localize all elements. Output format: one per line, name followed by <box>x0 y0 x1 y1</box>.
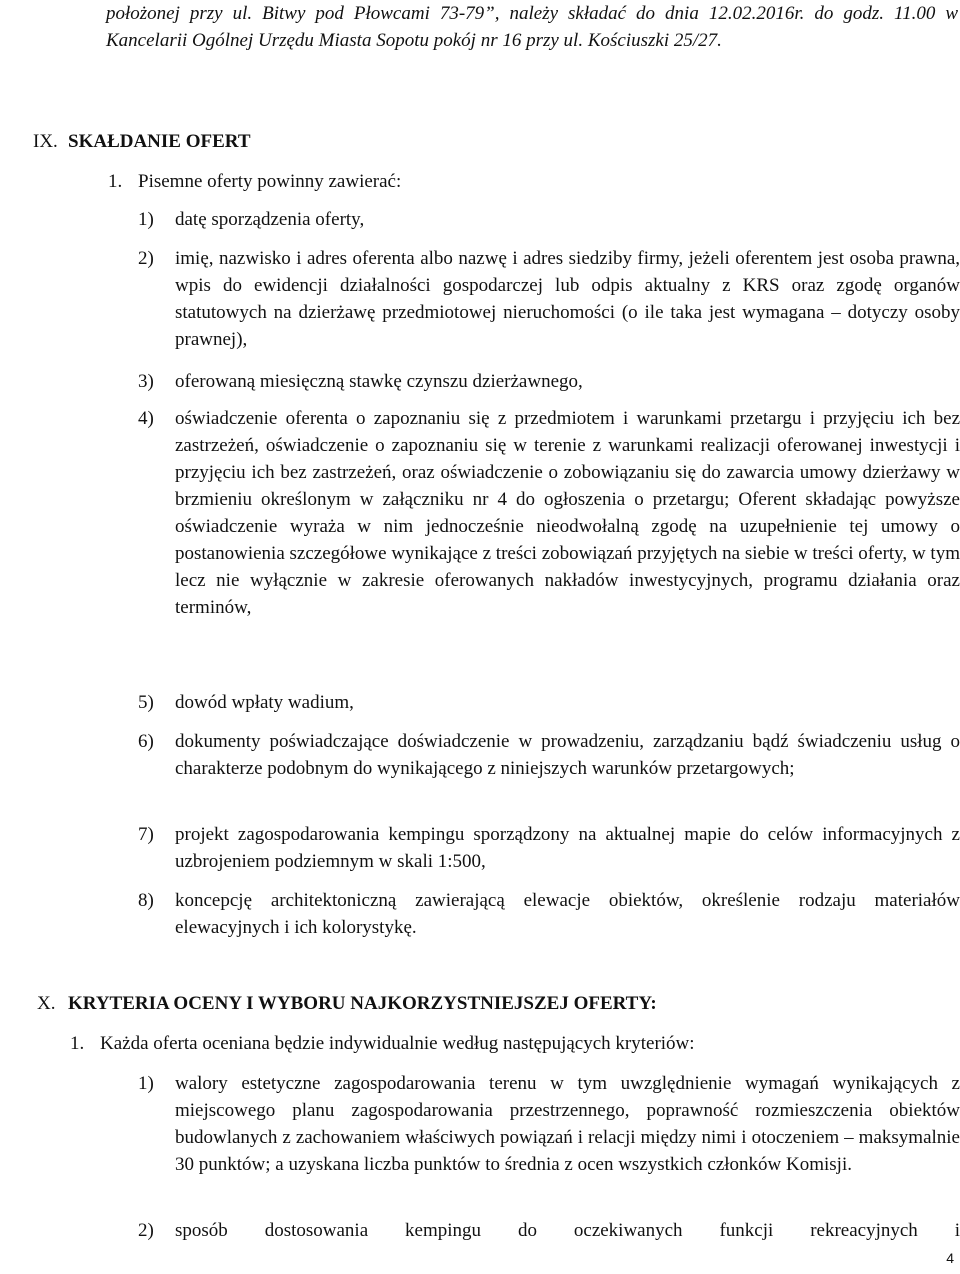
item-text: imię, nazwisko i adres oferenta albo nazwę i adres siedziby firmy, jeżeli oferentem jest osoba prawna, wpis do ewidencji działalności gospodarczej lub odpis aktualny z KRS oraz zgodę organów statutowych na dzierżawę przedmiotowej nieruchomości (o ile taka jest wymagana – dotyczy osoby prawnej), <box>175 248 960 350</box>
list-item <box>138 1070 960 1178</box>
point-number: 1. <box>108 171 123 192</box>
item-number: 4) <box>138 408 154 429</box>
item-text: datę sporządzenia oferty, <box>175 209 365 230</box>
item-number: 1) <box>138 1073 154 1094</box>
point-text: Pisemne oferty powinny zawierać: <box>138 171 402 192</box>
section-10-title: KRYTERIA OCENY I WYBORU NAJKORZYSTNIEJSZEJ OFERTY: <box>68 993 657 1014</box>
list-item <box>138 206 960 233</box>
item-text: oferowaną miesięczną stawkę czynszu dzierżawnego, <box>175 371 583 392</box>
item-number: 5) <box>138 692 154 713</box>
item-text: koncepcję architektoniczną zawierającą elewacje obiektów, określenie rodzaju materiałów elewacyjnych i ich kolorystykę. <box>175 890 960 938</box>
list-item <box>138 887 960 941</box>
item-text: projekt zagospodarowania kempingu sporządzony na aktualnej mapie do celów informacyjnych z uzbrojeniem podziemnym w skali 1:500, <box>175 824 960 872</box>
list-item <box>138 368 960 395</box>
point-text: Każda oferta oceniana będzie indywidualnie według następujących kryteriów: <box>100 1033 695 1054</box>
list-item <box>138 1217 960 1244</box>
list-item <box>138 728 960 782</box>
page-number: 4 <box>946 1250 954 1266</box>
list-item <box>138 245 960 353</box>
item-number: 2) <box>138 1220 154 1241</box>
item-text: dowód wpłaty wadium, <box>175 692 354 713</box>
item-text: dokumenty poświadczające doświadczenie w prowadzeniu, zarządzaniu bądź świadczeniu usług o charakterze podobnym do wynikającego z niniejszych warunków przetargowych; <box>175 731 960 779</box>
section-10-number: X. <box>37 993 56 1014</box>
point-number: 1. <box>70 1033 85 1054</box>
list-item <box>138 689 960 716</box>
item-number: 3) <box>138 371 154 392</box>
list-item <box>138 405 960 621</box>
item-text: walory estetyczne zagospodarowania terenu w tym uwzględnienie wymagań wynikających z miejscowego planu zagospodarowania przestrzennego, poprawność rozmieszczenia obiektów budowlanych z zachowaniem właściwych powiązań i relacji między nimi i otoczeniem – maksymalnie 30 punktów; a uzyskana liczba punktów to średnia z ocen wszystkich członków Komisji. <box>175 1073 960 1175</box>
intro-paragraph: położonej przy ul. Bitwy pod Płowcami 73-79”, należy składać do dnia 12.02.2016r. do godz. 11.00 w Kancelarii Ogólnej Urzędu Miasta Sopotu pokój nr 16 przy ul. Kościuszki 25/27. <box>106 3 958 51</box>
item-number: 2) <box>138 248 154 269</box>
section-9-number: IX. <box>33 131 58 152</box>
item-number: 8) <box>138 890 154 911</box>
item-text: sposób dostosowania kempingu do oczekiwanych funkcji rekreacyjnych i <box>175 1220 960 1241</box>
item-text: oświadczenie oferenta o zapoznaniu się z przedmiotem i warunkami przetargu i przyjęciu ich bez zastrzeżeń, oświadczenie o zapoznaniu się w terenie z warunkami realizacji oferowanej inwestycji i przyjęciu ich bez zastrzeżeń, oraz oświadczenie o zobowiązaniu się do zawarcia umowy dzierżawy w brzmieniu określonym w załączniku nr 4 do ogłoszenia o przetargu; Oferent składając powyższe oświadczenie wyraża w nim jednocześnie nieodwołalną zgodę na uzupełnienie tej umowy o postanowienia szczegółowe wynikające z treści zobowiązań przyjętych na siebie w treści oferty, w tym lecz nie wyłącznie w zakresie oferowanych nakładów inwestycyjnych, programu działania oraz terminów, <box>175 408 960 618</box>
item-number: 6) <box>138 731 154 752</box>
item-number: 7) <box>138 824 154 845</box>
section-9-title: SKAŁDANIE OFERT <box>68 131 251 152</box>
list-item <box>138 821 960 875</box>
item-number: 1) <box>138 209 154 230</box>
